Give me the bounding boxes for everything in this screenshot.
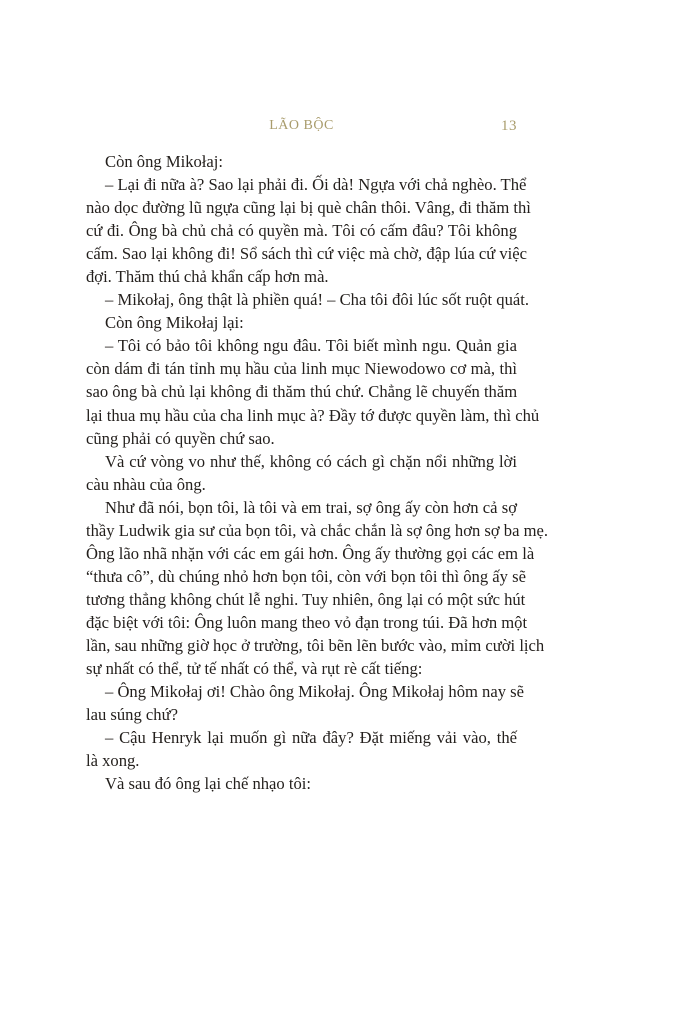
text-line: – Mikołaj, ông thật là phiền quá! – Cha tôi đôi lúc sốt ruột quát. [105, 290, 529, 310]
text-line: Ông lão nhã nhặn với các em gái hơn. Ông ấy thường gọi các em là [86, 543, 535, 563]
text-line: là xong. [86, 751, 140, 771]
text-line: Như đã nói, bọn tôi, là tôi và em trai, sợ ông ấy còn hơn cả sợ [105, 497, 517, 517]
paragraph [86, 726, 517, 772]
text-line: đợi. Thăm thú chả khẩn cấp hơn mà. [86, 267, 329, 287]
running-header [86, 118, 517, 138]
text-line: Còn ông Mikołaj: [105, 152, 224, 171]
paragraph [86, 450, 517, 496]
text-line: lau súng chứ? [86, 705, 178, 725]
text-line: sự nhất có thể, tử tế nhất có thể, và rụt rè cất tiếng: [86, 659, 423, 679]
body-text [86, 150, 549, 795]
text-line: cũng phải có quyền chứ sao. [86, 428, 275, 448]
paragraph [86, 772, 517, 795]
text-line: lại thua mụ hầu của cha linh mục à? Đầy tớ được quyền làm, thì chủ [86, 405, 540, 425]
text-line: còn dám đi tán tỉnh mụ hầu của linh mục Niewodowo cơ mà, thì [86, 359, 517, 379]
paragraph [86, 288, 529, 311]
text-line: cấm. Sao lại không đi! Sổ sách thì cứ việc mà chờ, đập lúa cứ việc [86, 244, 528, 264]
text-line: – Lại đi nữa à? Sao lại phải đi. Ối dà! Ngựa với chả nghèo. Thể [105, 175, 527, 195]
paragraph [86, 150, 517, 173]
text-line: nào dọc đường lũ ngựa cũng lại bị què chân thôi. Vâng, đi thăm thì [86, 198, 531, 218]
paragraph [86, 496, 549, 680]
text-line: càu nhàu của ông. [86, 474, 206, 494]
text-line: – Ông Mikołaj ơi! Chào ông Mikołaj. Ông Mikołaj hôm nay sẽ [105, 682, 524, 702]
text-line: – Tôi có bảo tôi không ngu đâu. Tôi biết mình ngu. Quản gia [105, 336, 517, 356]
paragraph [86, 173, 531, 288]
text-line: sao ông bà chủ lại không đi thăm thú chứ. Chẳng lẽ chuyến thăm [86, 382, 518, 402]
paragraph [86, 334, 540, 449]
text-line: cứ đi. Ông bà chủ chả có quyền mà. Tôi có cấm đâu? Tôi không [86, 221, 517, 241]
page-number: 13 [501, 118, 517, 134]
text-line: tương thẳng không chút lễ nghi. Tuy nhiên, ông lại có một sức hút [86, 589, 526, 609]
paragraph [86, 680, 524, 726]
text-line: Còn ông Mikołaj lại: [105, 313, 244, 333]
paragraph [86, 311, 517, 334]
text-line: Và sau đó ông lại chế nhạo tôi: [105, 774, 311, 794]
text-line: Và cứ vòng vo như thế, không có cách gì chặn nổi những lời [105, 451, 517, 471]
text-line: thầy Ludwik gia sư của bọn tôi, và chắc chắn là sợ ông hơn sợ ba mẹ. [86, 520, 549, 540]
text-line: “thưa cô”, dù chúng nhỏ hơn bọn tôi, còn với bọn tôi thì ông ấy sẽ [86, 566, 526, 586]
text-line: lần, sau những giờ học ở trường, tôi bẽn lẽn bước vào, mỉm cười lịch [86, 635, 545, 655]
text-line: – Cậu Henryk lại muốn gì nữa đây? Đặt miếng vải vào, thế [105, 728, 517, 748]
text-line: đặc biệt với tôi: Ông luôn mang theo vỏ đạn trong túi. Đã hơn một [86, 612, 528, 632]
chapter-title: LÃO BỘC [269, 118, 334, 133]
